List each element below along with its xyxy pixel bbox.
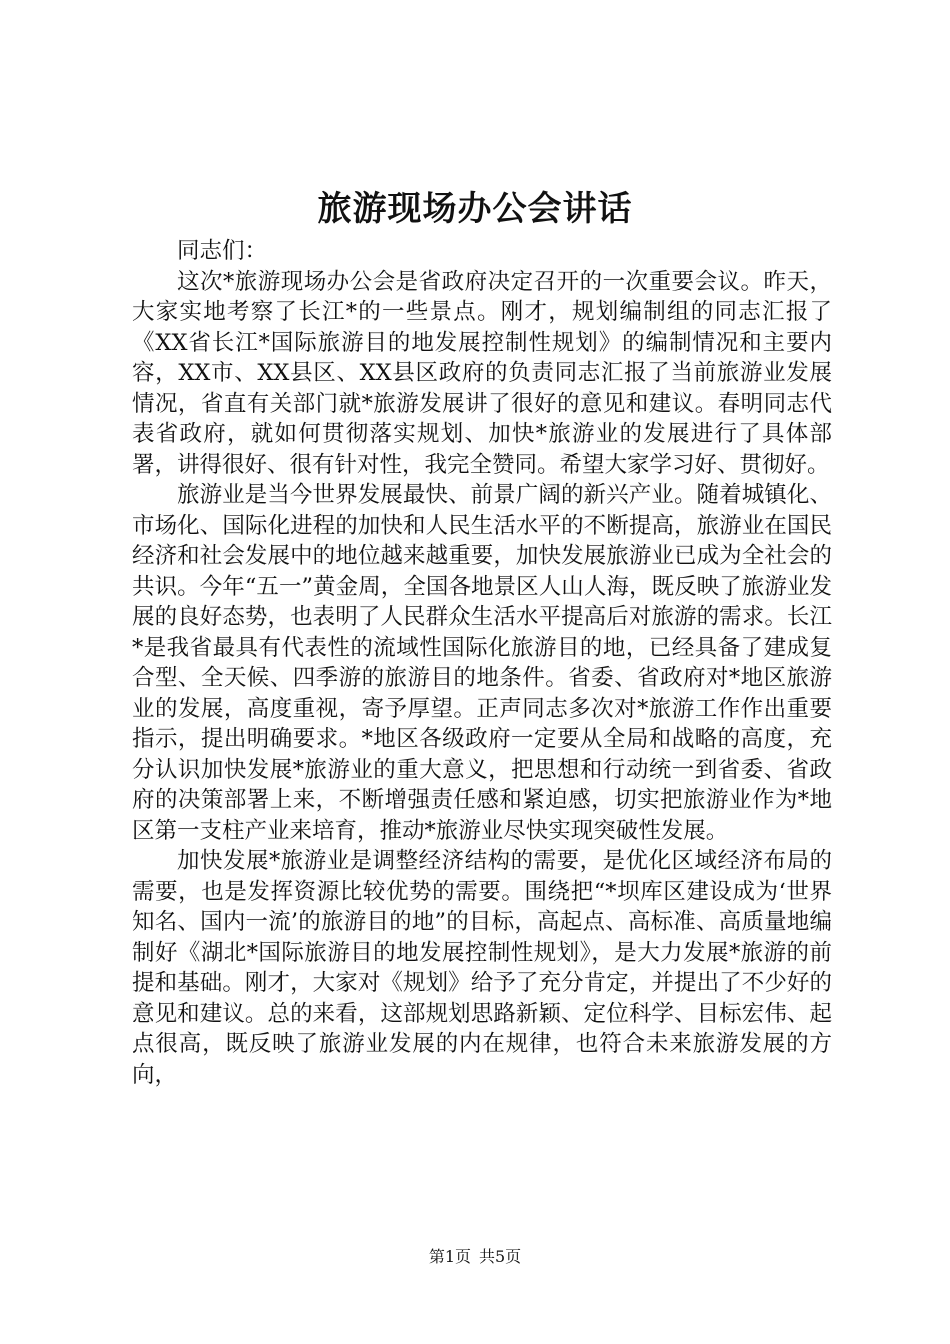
document-body bbox=[132, 236, 832, 1090]
page-total: 共5页 bbox=[479, 1247, 522, 1266]
paragraph-3: 加快发展*旅游业是调整经济结构的需要，是优化区域经济布局的需要，也是发挥资源比较优势的需要。围绕把“*坝库区建设成为‘世界知名、国内一流’的旅游目的地”的目标，高起点、高标准、高质量地编制好《湖北*国际旅游目的地发展控制性规划》，是大力发展*旅游的前提和基础。刚才，大家对《规划》给予了充分肯定，并提出了不少好的意见和建议。总的来看，这部规划思路新颖、定位科学、目标宏伟、起点很高，既反映了旅游业发展的内在规律，也符合未来旅游发展的方向， bbox=[132, 848, 832, 1088]
paragraph-2: 旅游业是当今世界发展最快、前景广阔的新兴产业。随着城镇化、市场化、国际化进程的加快和人民生活水平的不断提高，旅游业在国民经济和社会发展中的地位越来越重要，加快发展旅游业已成为全社会的共识。今年“五一”黄金周，全国各地景区人山人海，既反映了旅游业发展的良好态势，也表明了人民群众生活水平提高后对旅游的需求。长江*是我省最具有代表性的流域性国际化旅游目的地，已经具备了建成复合型、全天候、四季游的旅游目的地条件。省委、省政府对*地区旅游业的发展，高度重视，寄予厚望。正声同志多次对*旅游工作作出重要指示，提出明确要求。*地区各级政府一定要从全局和战略的高度，充分认识加快发展*旅游业的重大意义，把思想和行动统一到省委、省政府的决策部署上来，不断增强责任感和紧迫感，切实把旅游业作为*地区第一支柱产业来培育，推动*旅游业尽快实现突破性发展。 bbox=[132, 482, 832, 844]
document-title: 旅游现场办公会讲话 bbox=[317, 189, 633, 229]
page-number: 第1页 bbox=[428, 1247, 471, 1266]
salutation: 同志们： bbox=[177, 238, 268, 264]
page-footer bbox=[0, 1246, 950, 1268]
paragraph-1: 这次*旅游现场办公会是省政府决定召开的一次重要会议。昨天，大家实地考察了长江*的一些景点。刚才，规划编制组的同志汇报了《XX省长江*国际旅游目的地发展控制性规划》的编制情况和主要内容，XX市、XX县区、XX县区政府的负责同志汇报了当前旅游业发展情况，省直有关部门就*旅游发展讲了很好的意见和建议。春明同志代表省政府，就如何贯彻落实规划、加快*旅游业的发展进行了具体部署，讲得很好、很有针对性，我完全赞同。希望大家学习好、贯彻好。 bbox=[132, 268, 832, 478]
